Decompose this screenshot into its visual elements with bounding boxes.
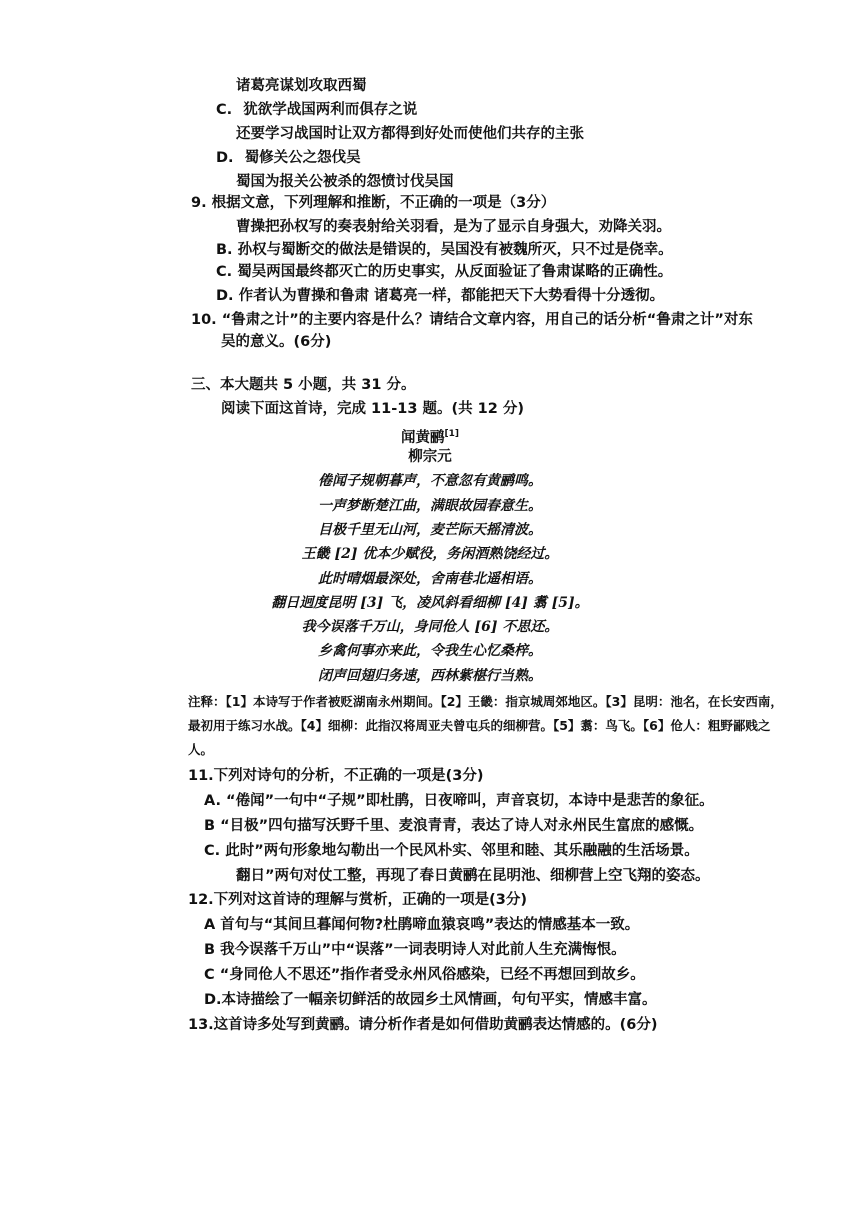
- q8-option-c-explanation: 还要学习战国时让双方都得到好处而使他们共存的主张: [236, 126, 584, 142]
- section-heading: 三、本大题共 5 小题，共 31 分。: [191, 377, 416, 393]
- q9-option-d: D. 作者认为曹操和鲁肃 诸葛亮一样，都能把天下大势看得十分透彻。: [216, 288, 665, 304]
- q12-option-b: B 我今误落千万山”中“误落”一词表明诗人对此前人生充满悔恨。: [204, 942, 626, 958]
- poem-author: 柳宗元: [408, 449, 452, 465]
- q12-option-d: D.本诗描绘了一幅亲切鲜活的故园乡土风情画，句句平实，情感丰富。: [204, 992, 657, 1008]
- q8-option-d: [216, 148, 361, 168]
- q8-option-c-label: C.: [216, 102, 233, 118]
- poem-line: 目极千里无山河，麦芒际天摇清波。: [318, 522, 542, 538]
- q8-option-c: [216, 100, 417, 120]
- poem-line: 乡禽何事亦来此，令我生心忆桑梓。: [318, 643, 542, 659]
- q13-stem: 13.这首诗多处写到黄鹂。请分析作者是如何借助黄鹂表达情感的。(6分): [188, 1017, 658, 1033]
- notes-line: 人。: [188, 742, 214, 757]
- q11-stem: 11.下列对诗句的分析，不正确的一项是(3分): [188, 768, 484, 784]
- poem-title-note: [1]: [444, 429, 459, 439]
- notes-line: 注释：【1】本诗写于作者被贬湖南永州期间。【2】王畿：指京城周郊地区。【3】昆明：池名，在长安西南，: [188, 694, 783, 709]
- q8-option-c-text: 犹欲学战国两利而俱存之说: [243, 102, 418, 118]
- q10-stem: 10. “鲁肃之计”的主要内容是什么？请结合文章内容，用自己的话分析“鲁肃之计”对东: [191, 312, 753, 328]
- poem-line: 此时晴烟最深处，舍南巷北遥相语。: [318, 571, 542, 587]
- q12-stem: 12.下列对这首诗的理解与赏析，正确的一项是(3分): [188, 892, 528, 908]
- q8-option-d-text: 蜀修关公之怨伐吴: [244, 150, 361, 166]
- q8-option-d-label: D.: [216, 150, 234, 166]
- poem-title: [0, 424, 860, 448]
- q11-option-d: 翻日”两句对仗工整，再现了春日黄鹂在昆明池、细柳营上空飞翔的姿态。: [236, 868, 710, 884]
- poem-line: 闭声回翅归务速，西林紫椹行当熟。: [318, 668, 542, 684]
- poem-line: 翻日迥度昆明 [3] 飞，凌风斜看细柳 [4] 翥 [5]。: [271, 595, 589, 611]
- q12-option-a: A 首句与“其间旦暮闻何物?杜鹃啼血猿哀鸣”表达的情感基本一致。: [204, 917, 640, 933]
- q11-option-b: B “目极”四句描写沃野千里、麦浪青青，表达了诗人对永州民生富庶的感慨。: [204, 818, 704, 834]
- poem-title-text: 闻黄鹂: [401, 429, 445, 446]
- poem-notes: [188, 690, 798, 762]
- q8-option-b-explanation: 诸葛亮谋划攻取西蜀: [236, 78, 367, 94]
- poem-line: 倦闻子规朝暮声，不意忽有黄鹂鸣。: [318, 473, 542, 489]
- q11-option-a: A. “倦闻”一句中“子规”即杜鹃，日夜啼叫，声音哀切，本诗中是悲苦的象征。: [204, 793, 714, 809]
- section-instruction: 阅读下面这首诗，完成 11-13 题。(共 12 分): [221, 401, 524, 417]
- q9-option-c: C. 蜀吴两国最终都灭亡的历史事实，从反面验证了鲁肃谋略的正确性。: [216, 264, 673, 280]
- q10-stem-continued: 吴的意义。(6分): [221, 334, 332, 350]
- q9-option-b: B. 孙权与蜀断交的做法是错误的，吴国没有被魏所灭，只不过是侥幸。: [216, 242, 673, 258]
- notes-line: 最初用于练习水战。【4】细柳：此指汉将周亚夫曾屯兵的细柳营。【5】翥：鸟飞。【6】伧人：粗野鄙贱之: [188, 718, 771, 733]
- q12-option-c: C “身同伧人不思还”指作者受永州风俗感染，已经不再想回到故乡。: [204, 967, 645, 983]
- poem-line: 王畿 [2] 优本少赋役，务闲酒熟饶经过。: [301, 546, 559, 562]
- q9-stem: 9. 根据文意，下列理解和推断，不正确的一项是（3分）: [191, 195, 556, 211]
- q9-option-a: 曹操把孙权写的奏表射给关羽看，是为了显示自身强大，劝降关羽。: [236, 219, 671, 235]
- q8-option-d-explanation: 蜀国为报关公被杀的怨愤讨伐吴国: [236, 174, 454, 190]
- poem-line: 我今误落千万山，身同伧人 [6] 不思还。: [301, 619, 559, 635]
- poem-line: 一声梦断楚江曲，满眼故园春意生。: [318, 498, 542, 514]
- q11-option-c: C. 此时”两句形象地勾勒出一个民风朴实、邻里和睦、其乐融融的生活场景。: [204, 843, 699, 859]
